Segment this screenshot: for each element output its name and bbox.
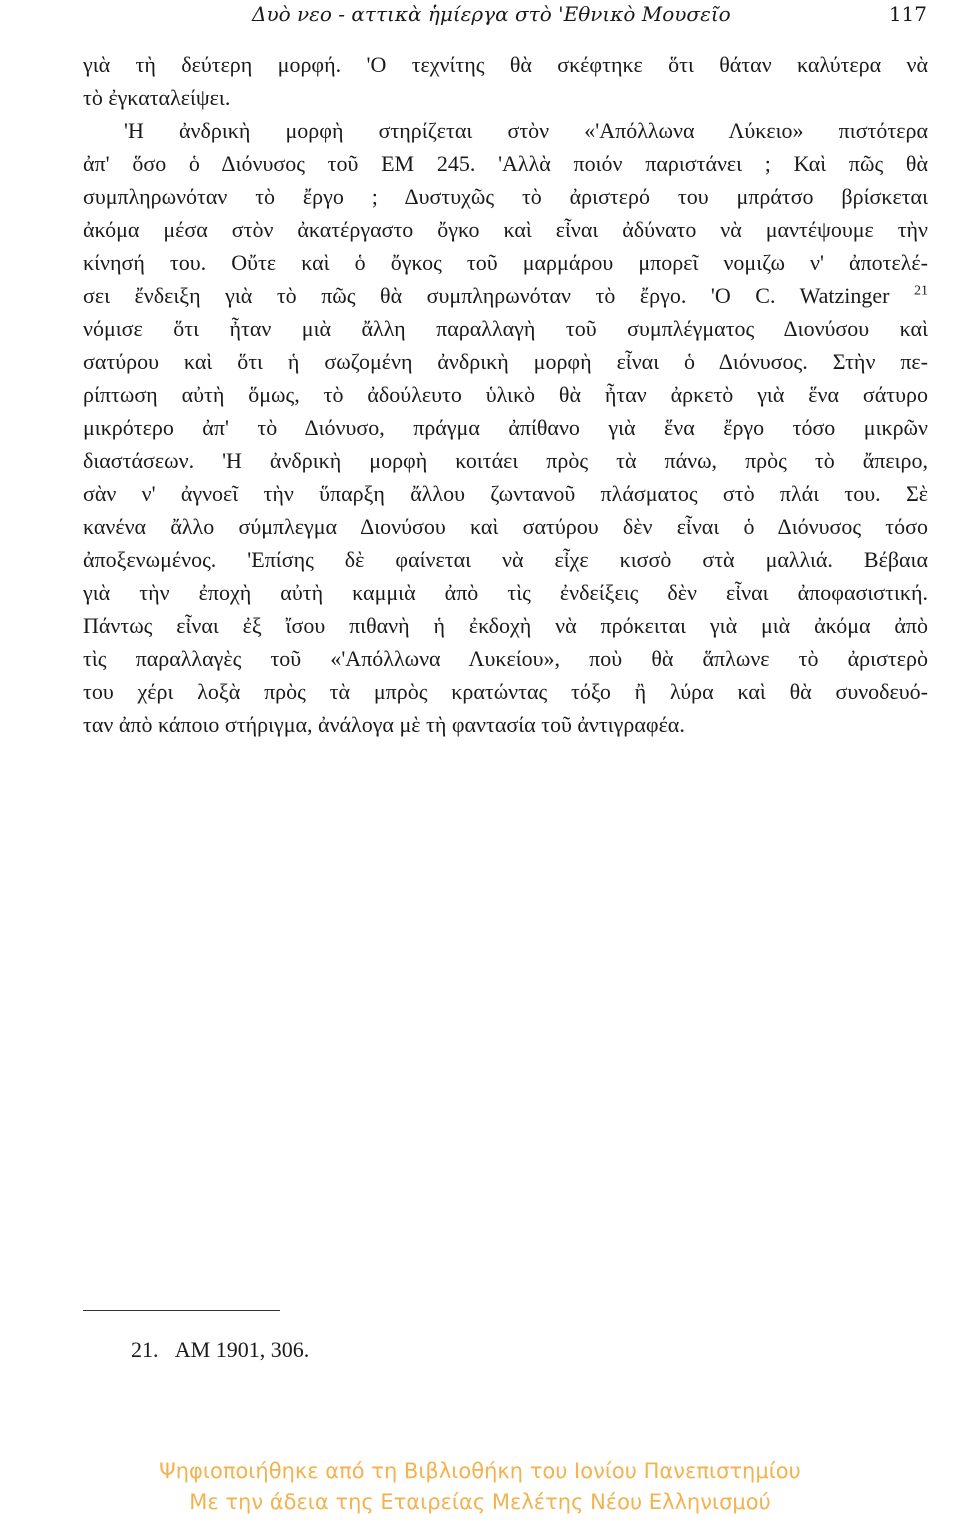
text-line: ἀποξενωμένος. 'Επίσης δὲ φαίνεται νὰ εἶχε κισσὸ στὰ μαλλιά. Βέβαια (83, 547, 928, 572)
text-line: του χέρι λοξὰ πρὸς τὰ μπρὸς κρατώντας τόξο ἢ λύρα καὶ θὰ συνοδευό- (83, 679, 928, 704)
text-line: σὰν ν' ἀγνοεῖ τὴν ὕπαρξη ἄλλου ζωντανοῦ πλάσματος στὸ πλάι του. Σὲ (83, 481, 928, 506)
footnote (131, 1335, 309, 1365)
text-line: 'Η ἀνδρικὴ μορφὴ στηρίζεται στὸν «'Απόλλωνα Λύκειο» πιστότερα (124, 118, 928, 143)
text-line: μικρότερο ἀπ' τὸ Διόνυσο, πράγμα ἀπίθανο γιὰ ἕνα ἔργο τόσο μικρῶν (83, 415, 928, 440)
text-line: διαστάσεων. 'Η ἀνδρικὴ μορφὴ κοιτάει πρὸς τὰ πάνω, πρὸς τὸ ἄπειρο, (83, 448, 928, 473)
running-title: Δυὸ νεο - αττικὰ ἡμίεργα στὸ 'Εθνικὸ Μουσεῖο (252, 2, 731, 26)
text-line: νόμισε ὅτι ἦταν μιὰ ἄλλη παραλλαγὴ τοῦ συμπλέγματος Διονύσου καὶ (83, 316, 928, 341)
text-line: ἀπ' ὅσο ὁ Διόνυσος τοῦ ΕΜ 245. 'Αλλὰ ποιόν παριστάνει ; Καὶ πῶς θὰ (83, 151, 928, 176)
text-line: τὸ ἐγκαταλείψει. (83, 85, 231, 110)
text-line: σατύρου καὶ ὅτι ἡ σωζομένη ἀνδρικὴ μορφὴ εἶναι ὁ Διόνυσος. Στὴν πε- (83, 349, 928, 374)
body-text (83, 48, 928, 741)
footnote-divider (83, 1310, 280, 1311)
credit-line-permission: Με την άδεια της Εταιρείας Μελέτης Νέου Ελληνισμού (189, 1490, 771, 1514)
text-line: γιὰ τὴ δεύτερη μορφή. 'Ο τεχνίτης θὰ σκέφτηκε ὅτι θάταν καλύτερα νὰ (83, 52, 928, 77)
credit-line-library: Ψηφιοποιήθηκε από τη Βιβλιοθήκη του Ιονίου Πανεπιστημίου (159, 1459, 801, 1483)
text-line-with-footnote-ref (83, 279, 928, 312)
text-line: κανένα ἄλλο σύμπλεγμα Διονύσου καὶ σατύρου δὲν εἶναι ὁ Διόνυσος τόσο (83, 514, 928, 539)
text-line: γιὰ τὴν ἐποχὴ αὐτὴ καμμιὰ ἀπὸ τὶς ἐνδείξεις δὲν εἶναι ἀποφασιστική. (83, 580, 928, 605)
digitization-credit (0, 1456, 960, 1518)
text-line: ρίπτωση αὐτὴ ὅμως, τὸ ἀδούλευτο ὑλικὸ θὰ ἦταν ἀρκετὸ γιὰ ἕνα σάτυρο (83, 382, 928, 407)
text-line-content: σει ἔνδειξη γιὰ τὸ πῶς θὰ συμπληρωνόταν τὸ ἔργο. 'Ο C. Watzinger (83, 283, 890, 308)
text-line: κίνησή του. Οὔτε καὶ ὁ ὄγκος τοῦ μαρμάρου μπορεῖ νομιζω ν' ἀποτελέ- (83, 250, 928, 275)
footnote-number: 21. (131, 1337, 159, 1362)
text-line: τὶς παραλλαγὲς τοῦ «'Απόλλωνα Λυκείου», ποὺ θὰ ἅπλωνε τὸ ἀριστερὸ (83, 646, 928, 671)
text-line: ταν ἀπὸ κάποιο στήριγμα, ἀνάλογα μὲ τὴ φαντασία τοῦ ἀντιγραφέα. (83, 712, 685, 737)
running-header (252, 0, 927, 32)
footnote-text: AM 1901, 306. (174, 1337, 310, 1362)
footnote-reference: 21 (914, 283, 928, 299)
page-number: 117 (888, 2, 927, 26)
text-line: Πάντως εἶναι ἐξ ἴσου πιθανὴ ἡ ἐκδοχὴ νὰ πρόκειται γιὰ μιὰ ἀκόμα ἀπὸ (83, 613, 928, 638)
text-line: συμπληρωνόταν τὸ ἔργο ; Δυστυχῶς τὸ ἀριστερό του μπράτσο βρίσκεται (83, 184, 928, 209)
text-line: ἀκόμα μέσα στὸν ἀκατέργαστο ὄγκο καὶ εἶναι ἀδύνατο νὰ μαντέψουμε τὴν (83, 217, 928, 242)
